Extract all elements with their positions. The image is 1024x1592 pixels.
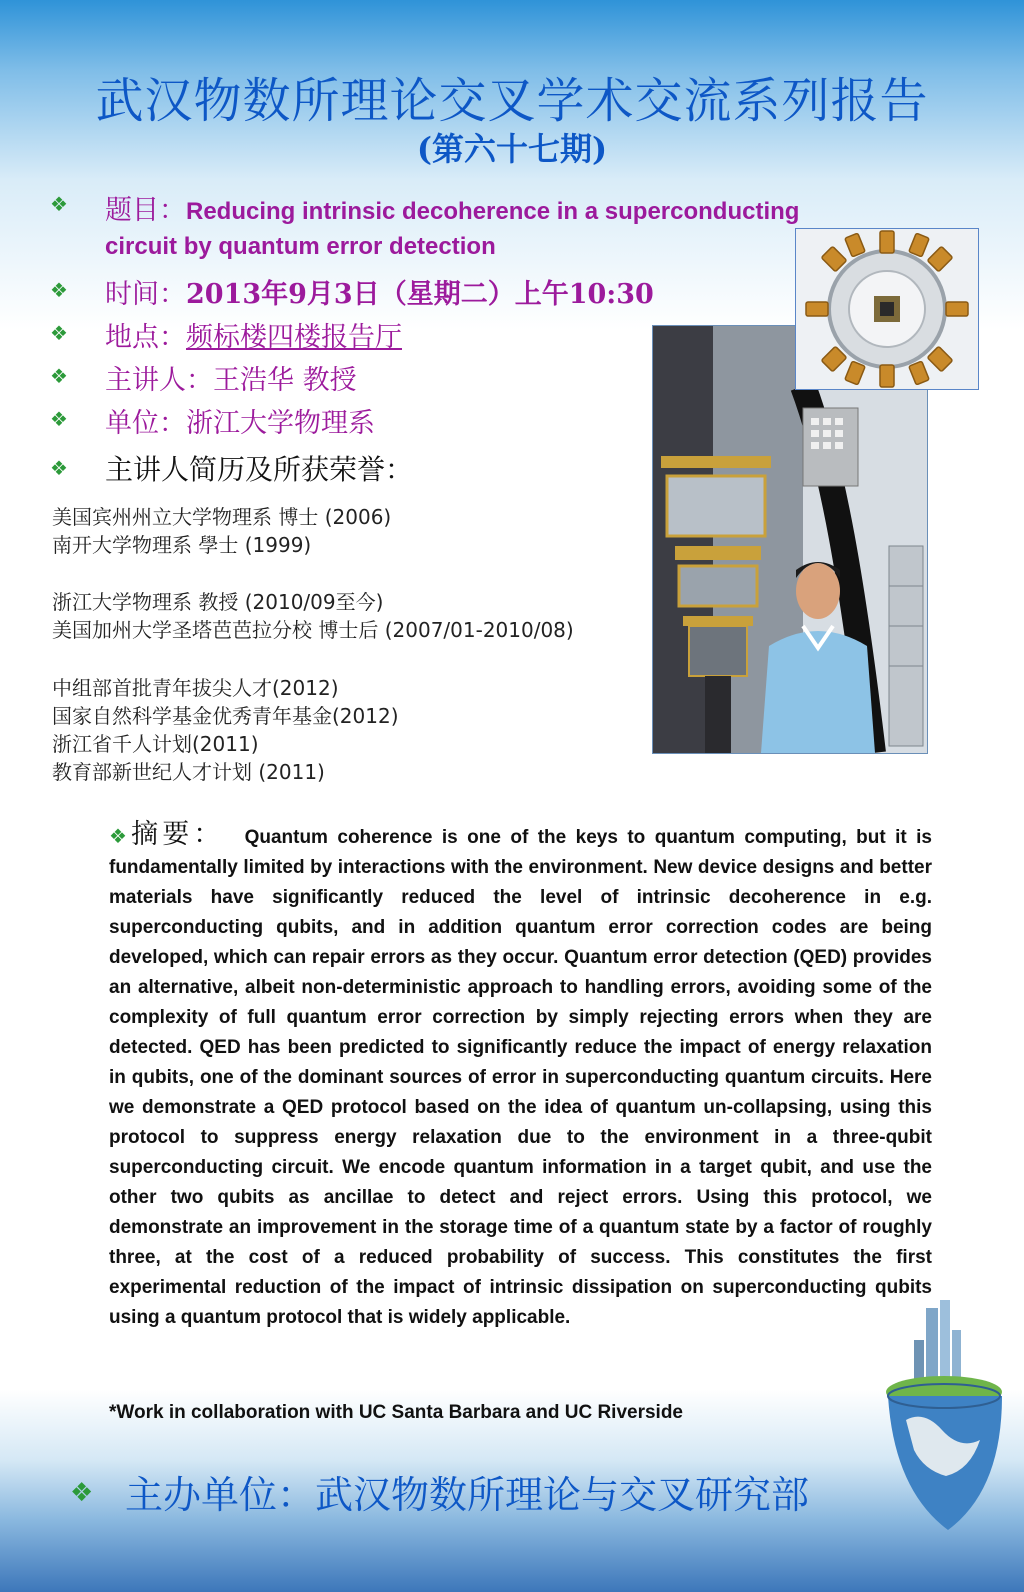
bio-line: 美国宾州州立大学物理系 博士 (2006) <box>52 505 392 529</box>
place-value: 频标楼四楼报告厅 <box>186 322 402 353</box>
abstract-label: 摘要： <box>131 819 225 850</box>
abstract-paragraph <box>109 820 932 1333</box>
speaker-field <box>105 358 357 397</box>
device-photo <box>795 228 979 390</box>
host-organization: 主办单位：武汉物数所理论与交叉研究部 <box>125 1473 810 1517</box>
bio-line: 中组部首批青年拔尖人才(2012) <box>52 676 339 700</box>
bullet-icon: ❖ <box>50 192 68 216</box>
bullet-icon: ❖ <box>50 407 68 431</box>
topic-line1: Reducing intrinsic decoherence in a superconducting <box>186 198 800 225</box>
issue-number: (第六十七期) <box>416 130 608 168</box>
globe-city-graphic <box>884 1300 1024 1540</box>
abstract-text: Quantum coherence is one of the keys to quantum computing, but it is fundamentally limited by interactions with the environment. New device designs and better materials have significantly reduced the level of intrinsic decoherence in e.g. superconducting qubits, and in addition quantum error correction codes are being developed, which can repair errors as they occur. Quantum error detection (QED) provides an alternative, albeit non-deterministic approach to handling errors, avoiding some of the complexity of full quantum error correction by simply rejecting errors when they are detected. QED has been predicted to significantly reduce the impact of energy relaxation in qubits, one of the dominant sources of error in superconducting quantum circuits. Here we demonstrate a QED protocol based on the idea of quantum un-collapsing, using this protocol to suppress energy relaxation due to the environment in a three-qubit superconducting circuit. We encode quantum information in a target qubit, and use the other two qubits as ancillae to detect and reject errors. Using this protocol, we demonstrate an improvement in the storage time of a quantum state by a factor of roughly three, at the cost of a reduced probability of success. This constitutes the first experimental reduction of the impact of intrinsic dissipation on superconducting qubits using a quantum protocol that is widely applicable. <box>109 827 933 1328</box>
bullet-icon: ❖ <box>50 278 68 302</box>
bio-line: 南开大学物理系 學士 (1999) <box>52 533 312 557</box>
bullet-icon: ❖ <box>50 364 68 388</box>
unit-field <box>105 401 375 440</box>
bullet-icon: ❖ <box>50 456 68 480</box>
time-value: 2013年9月3日（星期二）上午10:30 <box>186 279 654 310</box>
time-field <box>105 272 654 311</box>
abstract-label-wrap <box>109 819 225 850</box>
bio-line: 美国加州大学圣塔芭芭拉分校 博士后 (2007/01-2010/08) <box>52 618 574 642</box>
unit-value: 浙江大学物理系 <box>186 408 375 439</box>
collaboration-note: *Work in collaboration with UC Santa Barbara and UC Riverside <box>109 1402 683 1423</box>
topic-line2: circuit by quantum error detection <box>105 233 496 260</box>
speaker-label: 主讲人： <box>105 365 213 396</box>
unit-label: 单位： <box>105 408 186 439</box>
bullet-icon: ❖ <box>50 321 68 345</box>
bio-heading: 主讲人简历及所获荣誉： <box>105 453 414 486</box>
topic-field-line2 <box>105 230 496 261</box>
place-field <box>105 315 402 354</box>
time-label: 时间： <box>105 279 186 310</box>
poster-title: 武汉物数所理论交叉学术交流系列报告 <box>95 73 929 129</box>
bio-line: 教育部新世纪人才计划 (2011) <box>52 760 325 784</box>
bio-line: 浙江大学物理系 教授 (2010/09至今) <box>52 590 384 614</box>
topic-field <box>105 188 799 227</box>
place-label: 地点： <box>105 322 186 353</box>
speaker-value: 王浩华 教授 <box>213 365 357 396</box>
bullet-icon: ❖ <box>109 824 132 848</box>
bullet-icon: ❖ <box>70 1478 94 1508</box>
bio-line: 浙江省千人计划(2011) <box>52 732 259 756</box>
topic-label: 题目： <box>105 195 186 226</box>
bio-line: 国家自然科学基金优秀青年基金(2012) <box>52 704 399 728</box>
